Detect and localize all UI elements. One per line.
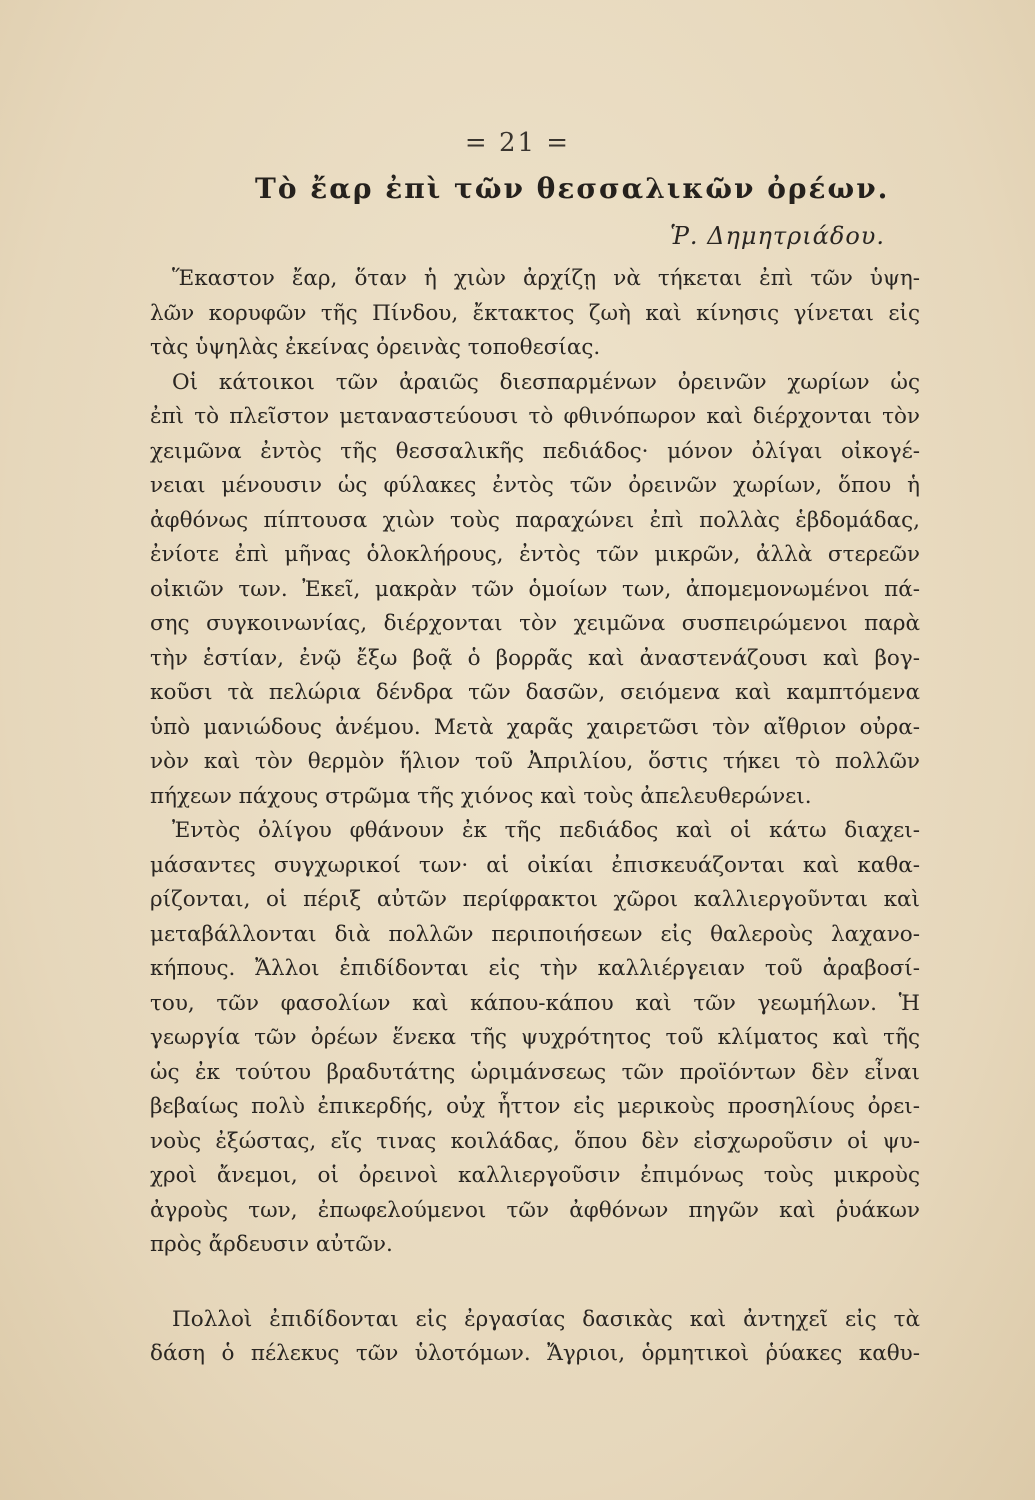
text-line: ἐνίοτε ἐπὶ μῆνας ὁλοκλήρους, ἐντὸς τῶν μικρῶν, ἀλλὰ στερεῶν [150,542,920,567]
text-line: γεωργία τῶν ὀρέων ἕνεκα τῆς ψυχρότητος τοῦ κλίματος καὶ τῆς [150,1025,920,1050]
text-line: Ἐντὸς ὀλίγου φθάνουν ἐκ τῆς πεδιάδος καὶ οἱ κάτω διαχει- [172,818,920,843]
text-line: ἐπὶ τὸ πλεῖστον μεταναστεύουσι τὸ φθινόπωρον καὶ διέρχονται τὸν [150,404,920,429]
text-line: κήπους. Ἄλλοι ἐπιδίδονται εἰς τὴν καλλιέργειαν τοῦ ἀραβοσί- [150,956,920,981]
text-line: κοῦσι τὰ πελώρια δένδρα τῶν δασῶν, σειόμενα καὶ καμπτόμενα [150,680,920,705]
text-line: τὴν ἑστίαν, ἐνῷ ἔξω βοᾷ ὁ βορρᾶς καὶ ἀναστενάζουσι καὶ βογ- [150,645,920,671]
paragraph-1 [150,262,920,366]
paragraph-2 [150,366,920,815]
article-title: Τὸ ἔαρ ἐπὶ τῶν θεσσαλικῶν ὀρέων. [255,172,890,205]
text-line: πρὸς ἄρδευσιν αὐτῶν. [150,1232,393,1257]
text-line: μάσαντες συγχωρικοί των· αἱ οἰκίαι ἐπισκευάζονται καὶ καθα- [150,852,920,878]
article-author: Ῥ. Δημητριάδου. [669,222,885,250]
text-line: δάση ὁ πέλεκυς τῶν ὑλοτόμων. Ἄγριοι, ὁρμητικοὶ ῥύακες καθυ- [150,1341,920,1366]
paragraph-4 [150,1303,920,1372]
text-line: πήχεων πάχους στρῶμα τῆς χιόνος καὶ τοὺς ἀπελευθερώνει. [150,783,812,809]
text-line: βεβαίως πολὺ ἐπικερδής, οὐχ ἧττον εἰς μερικοὺς προσηλίους ὀρει- [150,1094,920,1119]
paragraph-gap [150,1263,920,1303]
text-line: οἰκιῶν των. Ἐκεῖ, μακρὰν τῶν ὁμοίων των, ἀπομεμονωμένοι πά- [150,576,920,602]
text-line: νοὺς ἐξώστας, εἴς τινας κοιλάδας, ὅπου δὲν εἰσχωροῦσιν οἱ ψυ- [150,1128,920,1154]
text-line: τὰς ὑψηλὰς ἐκείνας ὀρεινὰς τοποθεσίας. [150,335,601,360]
article-body [150,262,920,1372]
text-line: ἀφθόνως πίπτουσα χιὼν τοὺς παραχώνει ἐπὶ πολλὰς ἑβδομάδας, [150,507,920,533]
text-line: νὸν καὶ τὸν θερμὸν ἥλιον τοῦ Ἀπριλίου, ὅστις τήκει τὸ πολλῶν [150,749,920,774]
text-line: Ἕκαστον ἔαρ, ὅταν ἡ χιὼν ἀρχίζῃ νὰ τήκεται ἐπὶ τῶν ὑψη- [172,266,920,291]
paragraph-3 [150,814,920,1263]
text-line: του, τῶν φασολίων καὶ κάπου-κάπου καὶ τῶν γεωμήλων. Ἡ [150,990,920,1016]
text-line: σης συγκοινωνίας, διέρχονται τὸν χειμῶνα συσπειρώμενοι παρὰ [150,611,920,636]
text-line: ἀγροὺς των, ἐπωφελούμενοι τῶν ἀφθόνων πηγῶν καὶ ῥυάκων [150,1197,920,1223]
text-line: χροὶ ἄνεμοι, οἱ ὀρεινοὶ καλλιεργοῦσιν ἐπιμόνως τοὺς μικροὺς [150,1163,920,1188]
text-line: μεταβάλλονται διὰ πολλῶν περιποιήσεων εἰς θαλεροὺς λαχανο- [150,921,920,947]
page-number: = 21 = [464,128,571,158]
text-line: ὡς ἐκ τούτου βραδυτάτης ὡριμάνσεως τῶν προϊόντων δὲν εἶναι [150,1059,920,1085]
text-line: χειμῶνα ἐντὸς τῆς θεσσαλικῆς πεδιάδος· μόνον ὀλίγαι οἰκογέ- [150,438,920,464]
text-line: ρίζονται, οἱ πέριξ αὐτῶν περίφρακτοι χῶροι καλλιεργοῦνται καὶ [150,887,920,912]
text-line: λῶν κορυφῶν τῆς Πίνδου, ἔκτακτος ζωὴ καὶ κίνησις γίνεται εἰς [150,300,920,326]
text-line: ὑπὸ μανιώδους ἀνέμου. Μετὰ χαρᾶς χαιρετῶσι τὸν αἴθριον οὐρα- [150,714,920,740]
text-line: Πολλοὶ ἐπιδίδονται εἰς ἐργασίας δασικὰς καὶ ἀντηχεῖ εἰς τὰ [172,1306,920,1332]
text-line: νειαι μένουσιν ὡς φύλακες ἐντὸς τῶν ὀρεινῶν χωρίων, ὅπου ἡ [150,473,920,498]
text-line: Οἱ κάτοικοι τῶν ἀραιῶς διεσπαρμένων ὀρεινῶν χωρίων ὡς [172,369,920,395]
